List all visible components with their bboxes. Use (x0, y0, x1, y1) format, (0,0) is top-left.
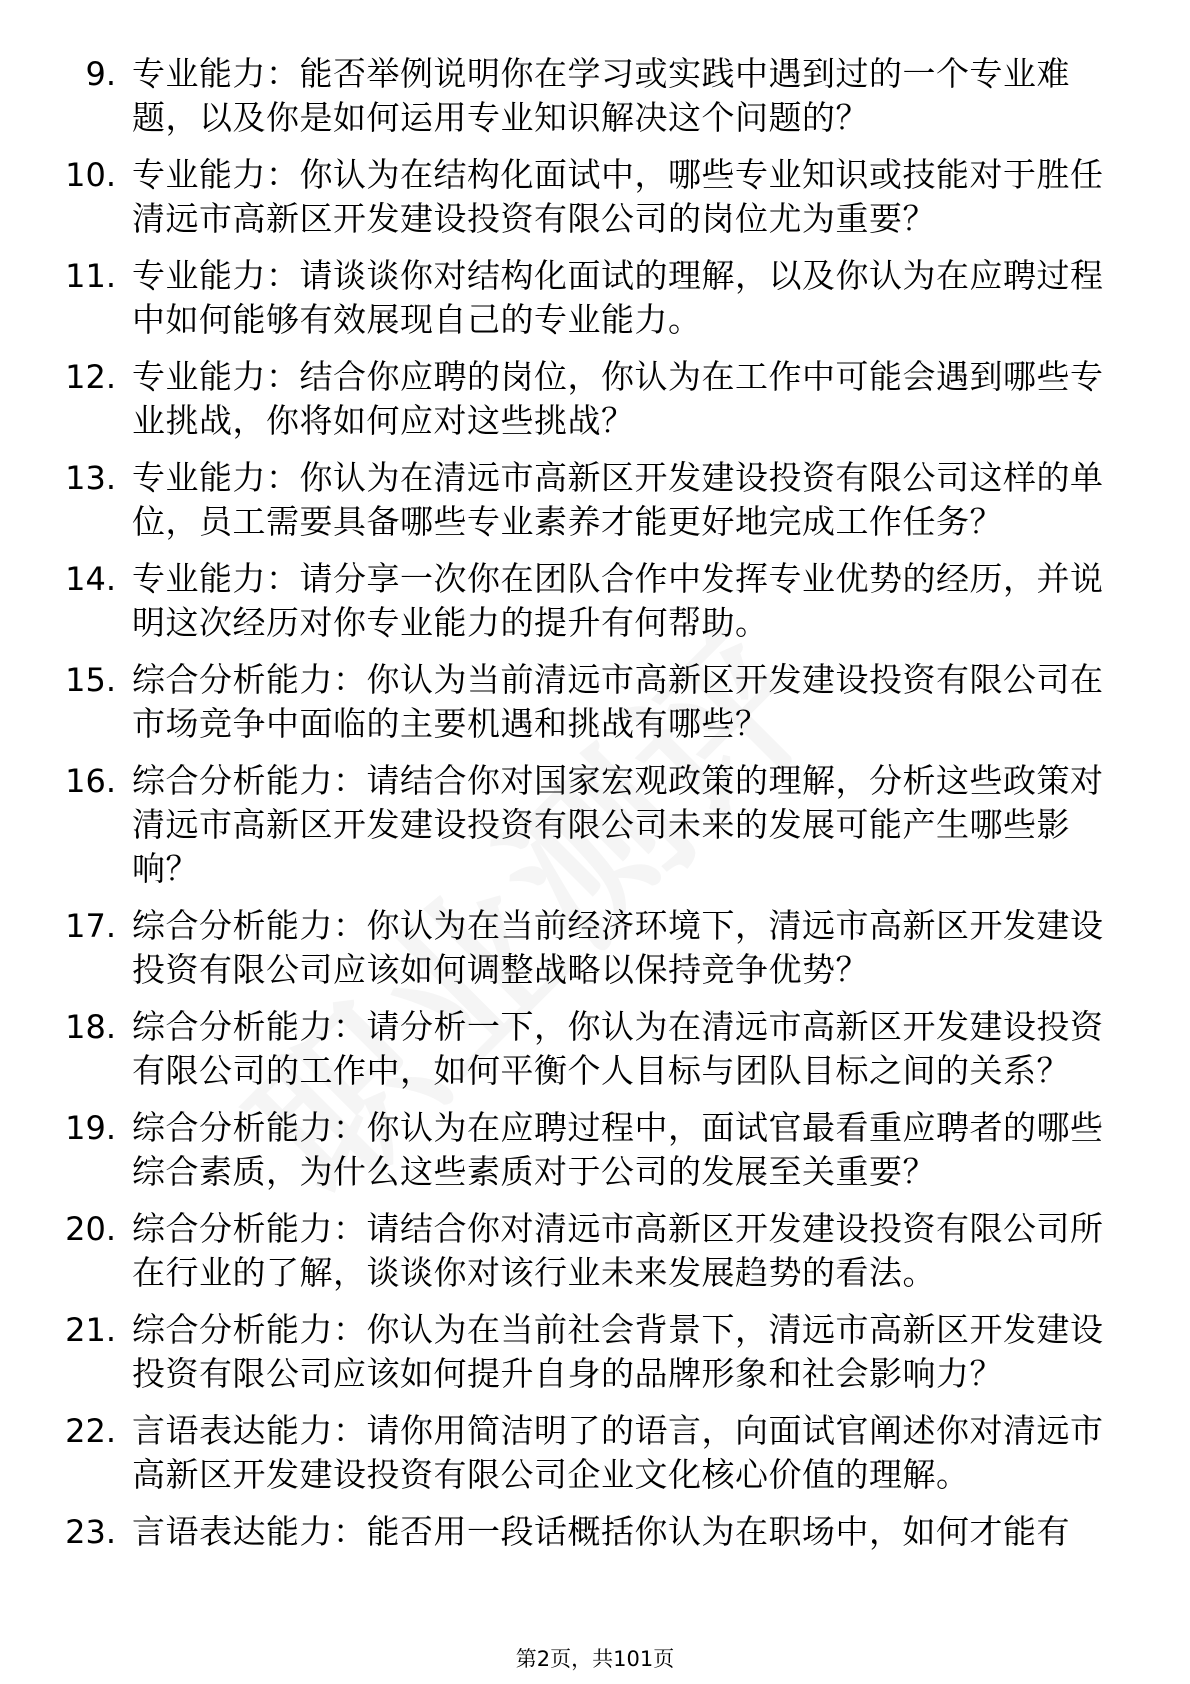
question-item (60, 1106, 1120, 1194)
question-number: 12. (65, 358, 116, 396)
page-footer: 第2页，共101页 (515, 1647, 675, 1671)
question-item (60, 904, 1120, 992)
question-item (60, 355, 1120, 443)
question-number: 17. (65, 907, 116, 945)
question-item (60, 1005, 1120, 1093)
question-item (60, 52, 1120, 140)
question-text: 综合分析能力：你认为在应聘过程中，面试官最看重应聘者的哪些综合素质，为什么这些素质对于公司的发展至关重要？ (132, 1108, 1104, 1191)
question-number: 11. (65, 257, 116, 295)
question-text: 言语表达能力：能否用一段话概括你认为在职场中，如何才能有 (132, 1512, 1070, 1551)
question-text: 综合分析能力：你认为在当前社会背景下，清远市高新区开发建设投资有限公司应该如何提升自身的品牌形象和社会影响力？ (132, 1310, 1104, 1393)
question-number: 14. (65, 560, 116, 598)
question-text: 综合分析能力：你认为当前清远市高新区开发建设投资有限公司在市场竞争中面临的主要机遇和挑战有哪些？ (132, 660, 1104, 743)
question-text: 专业能力：你认为在清远市高新区开发建设投资有限公司这样的单位，员工需要具备哪些专业素养才能更好地完成工作任务？ (132, 458, 1104, 541)
question-text: 综合分析能力：请分析一下，你认为在清远市高新区开发建设投资有限公司的工作中，如何平衡个人目标与团队目标之间的关系？ (132, 1007, 1104, 1090)
question-item (60, 254, 1120, 342)
question-text: 专业能力：结合你应聘的岗位，你认为在工作中可能会遇到哪些专业挑战，你将如何应对这些挑战？ (132, 357, 1104, 440)
question-item (60, 456, 1120, 544)
question-text: 专业能力：请谈谈你对结构化面试的理解，以及你认为在应聘过程中如何能够有效展现自己的专业能力。 (132, 256, 1104, 339)
question-item (60, 759, 1120, 891)
question-text: 综合分析能力：请结合你对国家宏观政策的理解，分析这些政策对清远市高新区开发建设投资有限公司未来的发展可能产生哪些影响？ (132, 761, 1104, 888)
question-list (60, 52, 1120, 1567)
question-item (60, 1409, 1120, 1497)
question-number: 21. (65, 1311, 116, 1349)
question-number: 18. (65, 1008, 116, 1046)
question-number: 19. (65, 1109, 116, 1147)
question-text: 综合分析能力：你认为在当前经济环境下，清远市高新区开发建设投资有限公司应该如何调整战略以保持竞争优势？ (132, 906, 1104, 989)
question-item (60, 1308, 1120, 1396)
question-number: 15. (65, 661, 116, 699)
question-item (60, 658, 1120, 746)
question-text: 言语表达能力：请你用简洁明了的语言，向面试官阐述你对清远市高新区开发建设投资有限公司企业文化核心价值的理解。 (132, 1411, 1104, 1494)
question-item (60, 153, 1120, 241)
question-text: 专业能力：请分享一次你在团队合作中发挥专业优势的经历，并说明这次经历对你专业能力的提升有何帮助。 (132, 559, 1104, 642)
question-number: 13. (65, 459, 116, 497)
question-number: 23. (65, 1513, 116, 1551)
question-number: 16. (65, 762, 116, 800)
question-item (60, 1510, 1120, 1554)
question-text: 专业能力：能否举例说明你在学习或实践中遇到过的一个专业难题，以及你是如何运用专业知识解决这个问题的？ (132, 54, 1070, 137)
question-text: 综合分析能力：请结合你对清远市高新区开发建设投资有限公司所在行业的了解，谈谈你对该行业未来发展趋势的看法。 (132, 1209, 1104, 1292)
question-text: 专业能力：你认为在结构化面试中，哪些专业知识或技能对于胜任清远市高新区开发建设投资有限公司的岗位尤为重要？ (132, 155, 1104, 238)
question-number: 20. (65, 1210, 116, 1248)
question-item (60, 1207, 1120, 1295)
question-number: 10. (65, 156, 116, 194)
question-number: 22. (65, 1412, 116, 1450)
question-item (60, 557, 1120, 645)
question-number: 9. (85, 55, 116, 93)
